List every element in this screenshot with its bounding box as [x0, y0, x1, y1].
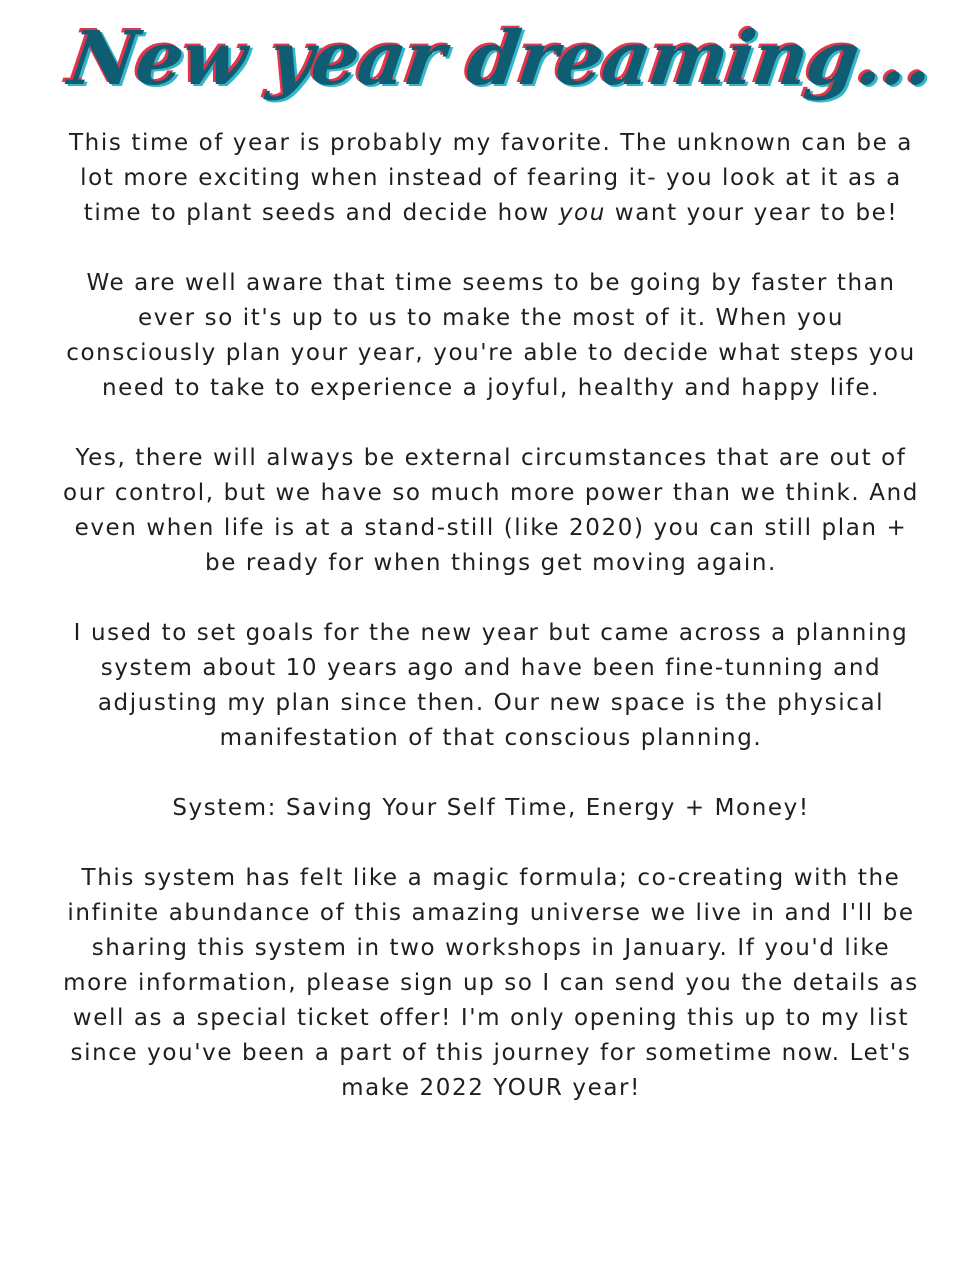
paragraph-planning-system: I used to set goals for the new year but came across a planning system about 10 years ago and have been fine-tunning and adjusting my plan since then. Our new space is the physical manifestation of that conscious planning.: [73, 620, 909, 751]
body-text: [60, 126, 922, 1106]
paragraph-workshops: This system has felt like a magic formula; co-creating with the infinite abundance of this amazing universe we live in and I'll be sharing this system in two workshops in January. If you'd like more information, please sign up so I can send you the details as well as a special ticket offer! I'm only opening this up to my list since you've been a part of this journey for sometime now. Let's make 2022 YOUR year!: [63, 865, 919, 1101]
paragraph-intro-start: This time of year is probably my favorite. The unknown can be a lot more exciting when instead of fearing it- you look at it as a time to plant seeds and decide how: [69, 130, 913, 226]
paragraph-circumstances: Yes, there will always be external circumstances that are out of our control, but we have so much more power than we think. And even when life is at a stand-still (like 2020) you can still plan + be ready for when things get moving again.: [63, 445, 919, 576]
paragraph-system-name: System: Saving Your Self Time, Energy + Money!: [172, 795, 810, 821]
paragraph-intro-end: want your year to be!: [605, 200, 899, 226]
title-area: [63, 4, 939, 124]
page-title: New year dreaming...: [63, 16, 939, 102]
paragraph-time: We are well aware that time seems to be going by faster than ever so it's up to us to make the most of it. When you consciously plan your year, you're able to decide what steps you need to take to experience a joyful, healthy and happy life.: [66, 270, 916, 401]
paragraph-intro-emphasis: you: [558, 200, 606, 226]
paragraph-intro: [60, 126, 922, 231]
